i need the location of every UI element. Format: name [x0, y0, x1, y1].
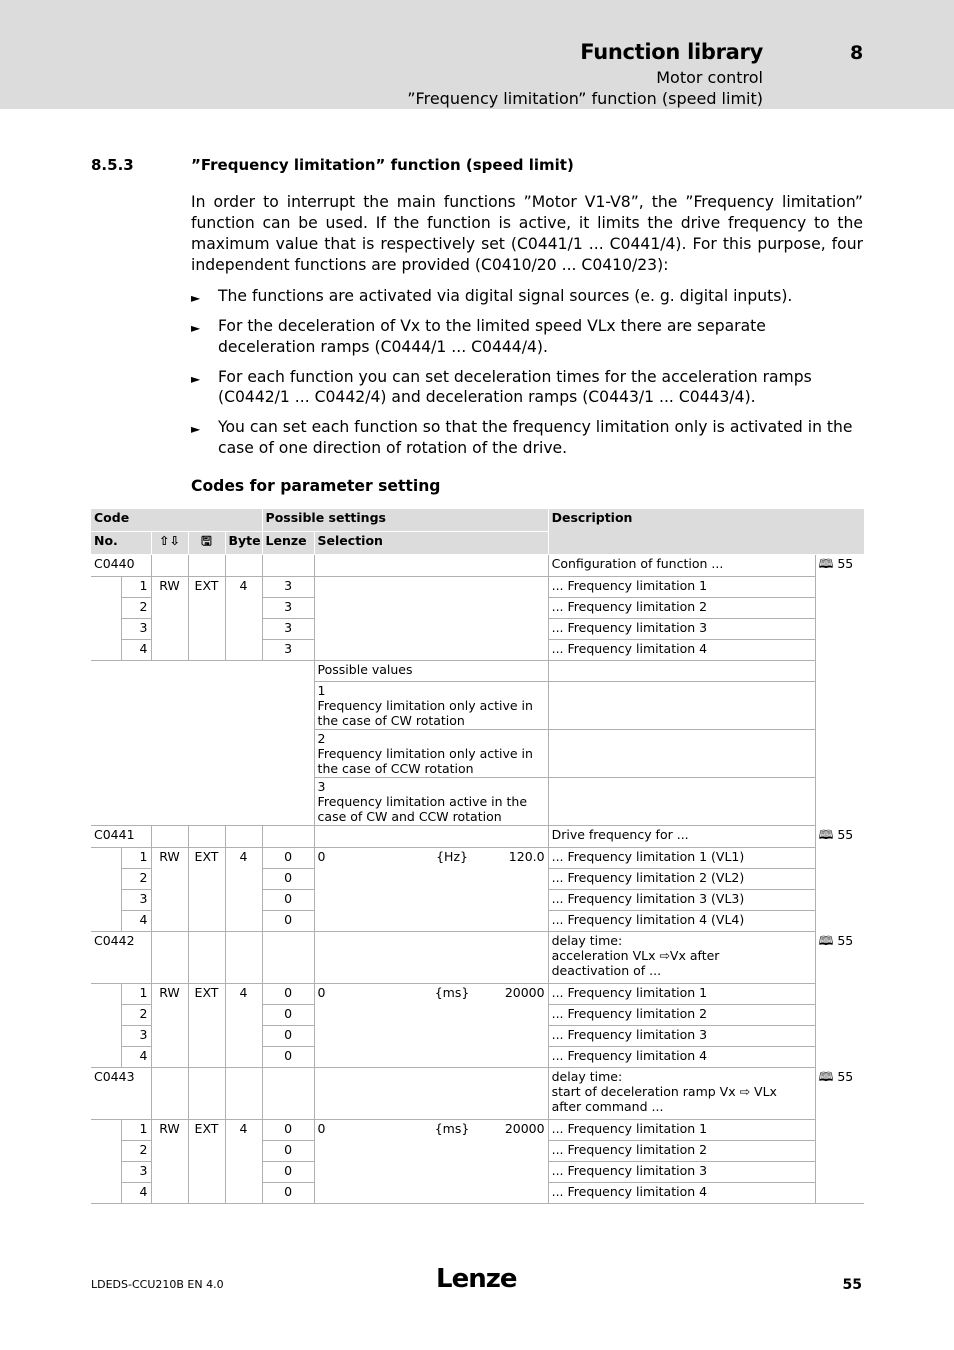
header-code: Code [91, 509, 262, 532]
table-row: 4 0 ... Frequency limitation 4 [91, 1047, 864, 1068]
header-no: No. [91, 532, 151, 555]
table-row: 3 3 ... Frequency limitation 3 [91, 619, 864, 640]
page-ref: 🕮 55 [818, 932, 854, 948]
chapter-title: Function library [580, 40, 763, 64]
code-cell: C0440 [91, 555, 151, 577]
footer-doc-id: LDEDS-CCU210B EN 4.0 [91, 1278, 224, 1291]
table-row: 2 3 ... Frequency limitation 2 [91, 598, 864, 619]
bullet-list [191, 286, 863, 468]
table-row: 3 0 ... Frequency limitation 3 [91, 1162, 864, 1183]
bullet-arrow-icon: ► [191, 291, 201, 305]
table-row [91, 932, 864, 984]
code-cell: C0441 [91, 826, 151, 848]
chapter-number: 8 [850, 42, 864, 64]
header-description: Description [548, 509, 864, 555]
book-icon: 🕮 [818, 826, 834, 842]
save-icon: 🖫 [188, 532, 225, 555]
list-item: ► For the deceleration of Vx to the limited speed VLx there are separate deceleration ramps (C0444/1 ... C0444/4). [191, 317, 766, 356]
table-row: 2 0 ... Frequency limitation 2 (VL2) [91, 869, 864, 890]
code-cell: C0443 [91, 1068, 151, 1120]
table-row: 1 RW EXT 4 0 0 {Hz} 120.0 ... Frequency limitation 1 (VL1) [91, 848, 864, 869]
description-cell: delay time: acceleration VLx ⇨Vx after deactivation of ... [548, 932, 815, 984]
table-row: 1 RW EXT 4 0 0 {ms} 20000 ... Frequency limitation 1 [91, 1120, 864, 1141]
intro-paragraph: In order to interrupt the main functions ”Motor V1-V8”, the ”Frequency limitation” function can be used. If the function is active, it limits the drive frequency to the maximum value that is respectively set (C0441/1 ... C0441/4). For this purpose, four independent functions are provided (C0410/20 ... C0410/23): [191, 193, 863, 274]
header-lenze: Lenze [262, 532, 314, 555]
bullet-arrow-icon: ► [191, 422, 201, 436]
description-cell: Drive frequency for ... [548, 826, 815, 848]
table-row: 2 0 ... Frequency limitation 2 [91, 1005, 864, 1026]
table-row: 3Frequency limitation active in the case of CW and CCW rotation [91, 778, 864, 826]
table-row: 2Frequency limitation only active in the case of CCW rotation [91, 730, 864, 778]
codes-subheading: Codes for parameter setting [191, 477, 441, 495]
table-row: 2 0 ... Frequency limitation 2 [91, 1141, 864, 1162]
list-item: ► The functions are activated via digital signal sources (e. g. digital inputs). [191, 286, 863, 307]
table-row: 1Frequency limitation only active in the case of CW rotation [91, 682, 864, 730]
table-row [91, 1068, 864, 1120]
list-item: ► For each function you can set deceleration times for the acceleration ramps (C0442/1 ... C0442/4) and deceleration ramps (C0443/1 ... C0443/4). [191, 367, 812, 406]
description-cell: Configuration of function ... [548, 555, 815, 577]
table-row: 4 0 ... Frequency limitation 4 [91, 1183, 864, 1204]
access-icon: ⇧⇩ [151, 532, 188, 555]
list-item: ► You can set each function so that the frequency limitation only is activated in the case of one direction of rotation of the drive. [191, 418, 853, 457]
table-row: 1 RW EXT 4 3 ... Frequency limitation 1 [91, 577, 864, 598]
table-row [91, 661, 864, 682]
lenze-logo: Lenze [436, 1264, 517, 1294]
book-icon: 🕮 [818, 556, 834, 571]
book-icon: 🕮 [818, 932, 834, 948]
bullet-arrow-icon: ► [191, 321, 201, 335]
page-ref: 🕮 55 [818, 826, 854, 842]
header-selection: Selection [314, 532, 548, 555]
table-row: 3 0 ... Frequency limitation 3 [91, 1026, 864, 1047]
header-byte: Byte [225, 532, 262, 555]
page-ref: 🕮 55 [818, 556, 854, 571]
parameter-table [91, 509, 865, 1204]
page-ref: 🕮 55 [815, 1068, 864, 1204]
code-cell: C0442 [91, 932, 151, 984]
header-possible-settings: Possible settings [262, 509, 548, 532]
table-row [91, 555, 864, 577]
table-row [91, 826, 864, 848]
header-subtitle-2: ”Frequency limitation” function (speed limit) [407, 89, 763, 108]
table-row: 3 0 ... Frequency limitation 3 (VL3) [91, 890, 864, 911]
possible-values-label: Possible values [314, 661, 548, 682]
description-cell: delay time: start of deceleration ramp Vx ⇨ VLx after command ... [548, 1068, 815, 1120]
table-row: 1 RW EXT 4 0 0 {ms} 20000 ... Frequency limitation 1 [91, 984, 864, 1005]
section-title: ”Frequency limitation” function (speed limit) [191, 156, 574, 174]
bullet-arrow-icon: ► [191, 371, 201, 386]
section-number: 8.5.3 [91, 156, 134, 174]
page-number: 55 [842, 1277, 862, 1293]
header-subtitle-1: Motor control [656, 68, 763, 87]
book-icon: 🕮 [818, 1068, 834, 1084]
table-row: 4 0 ... Frequency limitation 4 (VL4) [91, 911, 864, 932]
table-row: 4 3 ... Frequency limitation 4 [91, 640, 864, 661]
